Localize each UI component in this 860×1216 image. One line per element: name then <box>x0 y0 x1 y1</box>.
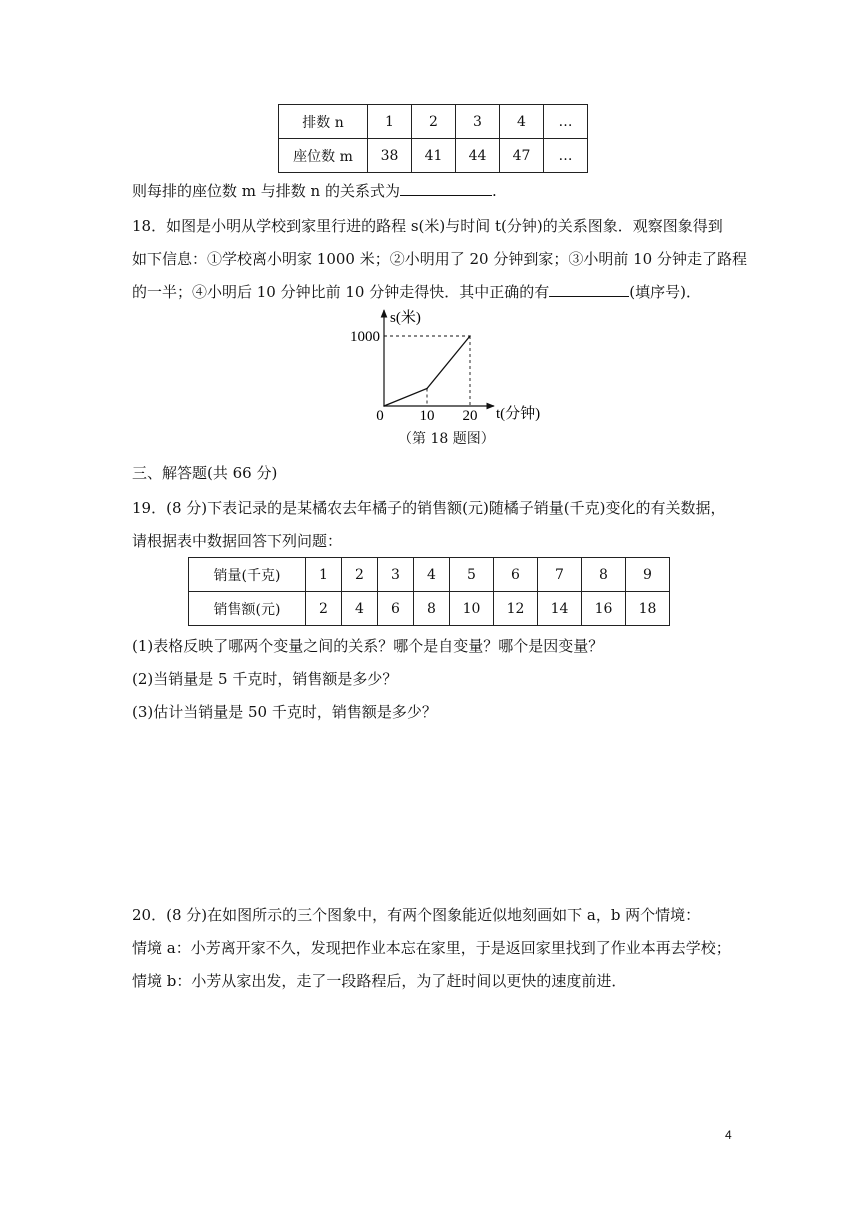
figure-caption: （第 18 题图） <box>398 431 495 447</box>
table-cell: 10 <box>450 592 494 626</box>
q18-line-1: 18．如图是小明从学校到家里行进的路程 s(米)与时间 t(分钟)的关系图象．观察图象得到 <box>132 217 723 235</box>
table-cell: … <box>544 105 588 139</box>
data-point <box>469 335 471 337</box>
row-label: 销量(千克) <box>189 558 306 592</box>
table-cell: 8 <box>414 592 450 626</box>
q18-line-3 <box>132 281 701 303</box>
y-axis-label: s(米) <box>390 310 421 326</box>
table-row <box>189 558 670 592</box>
section-heading: 三、解答题(共 66 分) <box>132 464 278 482</box>
table-row <box>279 105 588 139</box>
table-cell: 4 <box>500 105 544 139</box>
table-cell: 2 <box>306 592 342 626</box>
answer-blank <box>549 282 629 297</box>
answer-blank <box>400 181 492 196</box>
q20-line-3: 情境 b：小芳从家出发，走了一段路程后，为了赶时间以更快的速度前进． <box>132 972 627 990</box>
q19-line-2: 请根据表中数据回答下列问题： <box>132 532 343 550</box>
y-tick-label: 1000 <box>350 329 380 345</box>
table-cell: … <box>544 139 588 173</box>
table-cell: 2 <box>342 558 378 592</box>
data-point <box>383 405 385 407</box>
table-cell: 14 <box>538 592 582 626</box>
seat-table <box>278 104 588 173</box>
x-tick-label-20: 20 <box>462 408 478 424</box>
row-label: 排数 n <box>279 105 368 139</box>
q20-line-1: 20．(8 分)在如图所示的三个图象中，有两个图象能近似地刻画如下 a，b 两个情境： <box>132 906 701 924</box>
table-cell: 3 <box>378 558 414 592</box>
table-cell: 1 <box>306 558 342 592</box>
row-label: 座位数 m <box>279 139 368 173</box>
table-cell: 6 <box>378 592 414 626</box>
q18-text: 的一半；④小明后 10 分钟比前 10 分钟走得快．其中正确的有 <box>132 283 550 301</box>
q19-line-1: 19．(8 分)下表记录的是某橘农去年橘子的销售额(元)随橘子销量(千克)变化的有关数据， <box>132 499 726 517</box>
q17-text: 则每排的座位数 m 与排数 n 的关系式为 <box>132 182 400 200</box>
table-cell: 4 <box>414 558 450 592</box>
table-cell: 16 <box>582 592 626 626</box>
table-cell: 5 <box>450 558 494 592</box>
sales-table <box>188 557 670 626</box>
q18-line-2: 如下信息：①学校离小明家 1000 米；②小明用了 20 分钟到家；③小明前 10 分钟走了路程 <box>132 250 747 268</box>
x-tick-label-10: 10 <box>419 408 435 424</box>
row-label: 销售额(元) <box>189 592 306 626</box>
table-cell: 6 <box>494 558 538 592</box>
table-cell: 3 <box>456 105 500 139</box>
table-cell: 12 <box>494 592 538 626</box>
x-axis-label: t(分钟) <box>496 406 541 422</box>
data-point <box>426 388 428 390</box>
table-cell: 4 <box>342 592 378 626</box>
table-cell: 9 <box>626 558 670 592</box>
table-cell: 18 <box>626 592 670 626</box>
q19-sub-3: (3)估计当销量是 50 千克时，销售额是多少？ <box>132 703 437 721</box>
page-number: 4 <box>725 1128 732 1142</box>
table-cell: 2 <box>412 105 456 139</box>
table-cell: 7 <box>538 558 582 592</box>
table-row <box>189 592 670 626</box>
q18-text-end: (填序号)． <box>629 283 701 301</box>
table-cell: 47 <box>500 139 544 173</box>
q20-line-2: 情境 a：小芳离开家不久，发现把作业本忘在家里，于是返回家里找到了作业本再去学校； <box>132 939 731 957</box>
q19-sub-1: (1)表格反映了哪两个变量之间的关系？哪个是自变量？哪个是因变量？ <box>132 637 604 655</box>
table-cell: 44 <box>456 139 500 173</box>
origin-label: 0 <box>376 408 384 424</box>
table-cell: 8 <box>582 558 626 592</box>
table-cell: 41 <box>412 139 456 173</box>
table-row <box>279 139 588 173</box>
q17-period: . <box>491 182 497 200</box>
table-cell: 38 <box>368 139 412 173</box>
q17-line <box>132 180 497 202</box>
distance-time-graph <box>340 304 560 424</box>
table-cell: 1 <box>368 105 412 139</box>
q19-sub-2: (2)当销量是 5 千克时，销售额是多少？ <box>132 670 398 688</box>
